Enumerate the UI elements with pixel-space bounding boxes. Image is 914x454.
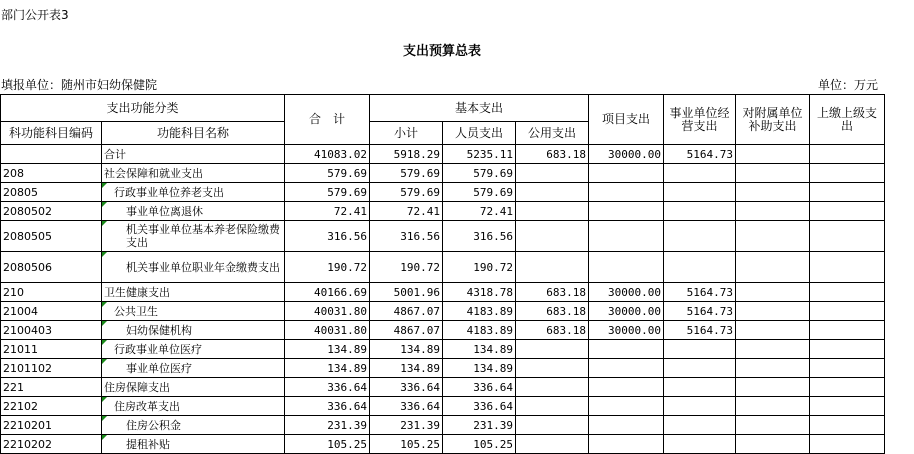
- cell-personnel: 579.69: [443, 164, 516, 183]
- cell-total: 316.56: [285, 221, 370, 252]
- cell-name: 住房改革支出: [102, 397, 285, 416]
- cell-name: 事业单位离退休: [102, 202, 285, 221]
- cell-code: 22102: [1, 397, 102, 416]
- currency-unit: 单位：万元: [818, 78, 879, 92]
- table-row: [1, 435, 885, 454]
- cell-code: [1, 145, 102, 164]
- cell-personnel: 316.56: [443, 221, 516, 252]
- cell-subsidy: [736, 183, 810, 202]
- cell-personnel: 134.89: [443, 359, 516, 378]
- cell-business: [664, 340, 736, 359]
- cell-project: [589, 221, 664, 252]
- cell-code: 2080505: [1, 221, 102, 252]
- cell-subtotal: 72.41: [370, 202, 443, 221]
- header-basic: 基本支出: [370, 95, 589, 122]
- cell-personnel: 336.64: [443, 397, 516, 416]
- cell-public: [516, 221, 589, 252]
- cell-project: [589, 359, 664, 378]
- cell-subsidy: [736, 435, 810, 454]
- cell-personnel: 579.69: [443, 183, 516, 202]
- cell-name: 住房保障支出: [102, 378, 285, 397]
- cell-subtotal: 190.72: [370, 252, 443, 283]
- cell-subsidy: [736, 397, 810, 416]
- cell-public: [516, 416, 589, 435]
- cell-upper: [810, 164, 885, 183]
- cell-public: [516, 164, 589, 183]
- cell-code: 2080502: [1, 202, 102, 221]
- cell-subtotal: 4867.07: [370, 321, 443, 340]
- cell-subtotal: 5001.96: [370, 283, 443, 302]
- cell-public: [516, 397, 589, 416]
- cell-upper: [810, 183, 885, 202]
- cell-code: 2101102: [1, 359, 102, 378]
- cell-business: [664, 435, 736, 454]
- cell-project: [589, 435, 664, 454]
- cell-total: 40166.69: [285, 283, 370, 302]
- cell-public: [516, 359, 589, 378]
- budget-table: [0, 94, 885, 454]
- cell-name: 行政事业单位养老支出: [102, 183, 285, 202]
- cell-code: 20805: [1, 183, 102, 202]
- cell-name: 卫生健康支出: [102, 283, 285, 302]
- cell-public: 683.18: [516, 283, 589, 302]
- header-subtotal: 小计: [370, 122, 443, 145]
- cell-business: 5164.73: [664, 321, 736, 340]
- cell-personnel: 4318.78: [443, 283, 516, 302]
- cell-subsidy: [736, 359, 810, 378]
- cell-business: [664, 202, 736, 221]
- cell-upper: [810, 321, 885, 340]
- cell-business: [664, 378, 736, 397]
- cell-code: 2210201: [1, 416, 102, 435]
- cell-upper: [810, 302, 885, 321]
- table-row: [1, 221, 885, 252]
- cell-name: 社会保障和就业支出: [102, 164, 285, 183]
- table-row: [1, 359, 885, 378]
- cell-total: 231.39: [285, 416, 370, 435]
- cell-public: 683.18: [516, 302, 589, 321]
- cell-total: 40031.80: [285, 321, 370, 340]
- table-row: [1, 340, 885, 359]
- cell-project: 30000.00: [589, 283, 664, 302]
- cell-personnel: 134.89: [443, 340, 516, 359]
- sheet-label: 部门公开表3: [1, 8, 69, 22]
- cell-total: 40031.80: [285, 302, 370, 321]
- cell-subsidy: [736, 283, 810, 302]
- cell-personnel: 105.25: [443, 435, 516, 454]
- cell-project: [589, 164, 664, 183]
- cell-subsidy: [736, 340, 810, 359]
- table-row: [1, 145, 885, 164]
- table-row: [1, 321, 885, 340]
- table-row: [1, 252, 885, 283]
- cell-business: [664, 183, 736, 202]
- cell-total: 190.72: [285, 252, 370, 283]
- cell-project: [589, 252, 664, 283]
- header-subsidy: 对附属单位补助支出: [736, 95, 810, 145]
- cell-subsidy: [736, 302, 810, 321]
- cell-total: 579.69: [285, 183, 370, 202]
- cell-upper: [810, 202, 885, 221]
- cell-subtotal: 336.64: [370, 378, 443, 397]
- cell-personnel: 4183.89: [443, 321, 516, 340]
- cell-subtotal: 4867.07: [370, 302, 443, 321]
- table-row: [1, 416, 885, 435]
- cell-personnel: 72.41: [443, 202, 516, 221]
- header-personnel: 人员支出: [443, 122, 516, 145]
- table-row: [1, 378, 885, 397]
- cell-name: 提租补贴: [102, 435, 285, 454]
- cell-upper: [810, 378, 885, 397]
- cell-public: [516, 202, 589, 221]
- cell-upper: [810, 221, 885, 252]
- cell-total: 579.69: [285, 164, 370, 183]
- cell-upper: [810, 416, 885, 435]
- header-total: 合 计: [285, 95, 370, 145]
- cell-subsidy: [736, 202, 810, 221]
- cell-name: 事业单位医疗: [102, 359, 285, 378]
- cell-code: 2080506: [1, 252, 102, 283]
- table-row: [1, 183, 885, 202]
- cell-subsidy: [736, 252, 810, 283]
- cell-project: [589, 416, 664, 435]
- cell-public: [516, 252, 589, 283]
- cell-business: [664, 221, 736, 252]
- cell-personnel: 190.72: [443, 252, 516, 283]
- cell-business: [664, 164, 736, 183]
- cell-subsidy: [736, 145, 810, 164]
- cell-subtotal: 316.56: [370, 221, 443, 252]
- header-upper: 上缴上级支出: [810, 95, 885, 145]
- cell-business: [664, 416, 736, 435]
- cell-public: [516, 183, 589, 202]
- cell-subtotal: 336.64: [370, 397, 443, 416]
- cell-personnel: 231.39: [443, 416, 516, 435]
- cell-personnel: 4183.89: [443, 302, 516, 321]
- cell-code: 2100403: [1, 321, 102, 340]
- table-body: [1, 145, 885, 454]
- cell-business: [664, 252, 736, 283]
- cell-upper: [810, 340, 885, 359]
- header-func-class: 支出功能分类: [1, 95, 285, 122]
- cell-project: 30000.00: [589, 321, 664, 340]
- cell-project: 30000.00: [589, 145, 664, 164]
- cell-code: 2210202: [1, 435, 102, 454]
- cell-subsidy: [736, 164, 810, 183]
- cell-name: 公共卫生: [102, 302, 285, 321]
- cell-project: [589, 183, 664, 202]
- cell-subtotal: 231.39: [370, 416, 443, 435]
- cell-subtotal: 5918.29: [370, 145, 443, 164]
- cell-project: [589, 397, 664, 416]
- cell-upper: [810, 145, 885, 164]
- cell-name: 机关事业单位基本养老保险缴费支出: [102, 221, 285, 252]
- cell-upper: [810, 252, 885, 283]
- cell-project: [589, 378, 664, 397]
- cell-code: 210: [1, 283, 102, 302]
- cell-public: 683.18: [516, 321, 589, 340]
- cell-subtotal: 579.69: [370, 183, 443, 202]
- cell-total: 105.25: [285, 435, 370, 454]
- cell-subsidy: [736, 321, 810, 340]
- cell-code: 21004: [1, 302, 102, 321]
- cell-business: 5164.73: [664, 283, 736, 302]
- table-row: [1, 302, 885, 321]
- cell-subsidy: [736, 221, 810, 252]
- cell-upper: [810, 397, 885, 416]
- cell-subtotal: 134.89: [370, 340, 443, 359]
- page-title: 支出预算总表: [402, 44, 481, 59]
- cell-total: 134.89: [285, 359, 370, 378]
- cell-public: [516, 435, 589, 454]
- cell-upper: [810, 435, 885, 454]
- cell-name: 行政事业单位医疗: [102, 340, 285, 359]
- cell-name: 住房公积金: [102, 416, 285, 435]
- header-project: 项目支出: [589, 95, 664, 145]
- cell-public: 683.18: [516, 145, 589, 164]
- cell-subsidy: [736, 416, 810, 435]
- table-row: [1, 397, 885, 416]
- cell-name: 妇幼保健机构: [102, 321, 285, 340]
- cell-business: [664, 359, 736, 378]
- cell-business: 5164.73: [664, 302, 736, 321]
- cell-public: [516, 378, 589, 397]
- cell-subtotal: 579.69: [370, 164, 443, 183]
- cell-upper: [810, 283, 885, 302]
- cell-name: 机关事业单位职业年金缴费支出: [102, 252, 285, 283]
- cell-total: 134.89: [285, 340, 370, 359]
- table-row: [1, 164, 885, 183]
- header-public: 公用支出: [516, 122, 589, 145]
- cell-code: 208: [1, 164, 102, 183]
- cell-code: 21011: [1, 340, 102, 359]
- cell-subsidy: [736, 378, 810, 397]
- cell-personnel: 336.64: [443, 378, 516, 397]
- table-row: [1, 202, 885, 221]
- header-func-code: 科功能科目编码: [1, 122, 102, 145]
- cell-personnel: 5235.11: [443, 145, 516, 164]
- cell-total: 41083.02: [285, 145, 370, 164]
- cell-name: 合计: [102, 145, 285, 164]
- cell-total: 336.64: [285, 378, 370, 397]
- cell-project: [589, 202, 664, 221]
- cell-subtotal: 105.25: [370, 435, 443, 454]
- cell-project: 30000.00: [589, 302, 664, 321]
- cell-business: [664, 397, 736, 416]
- cell-upper: [810, 359, 885, 378]
- table-row: [1, 283, 885, 302]
- header-func-name: 功能科目名称: [102, 122, 285, 145]
- cell-total: 72.41: [285, 202, 370, 221]
- cell-total: 336.64: [285, 397, 370, 416]
- cell-project: [589, 340, 664, 359]
- cell-public: [516, 340, 589, 359]
- cell-code: 221: [1, 378, 102, 397]
- cell-business: 5164.73: [664, 145, 736, 164]
- cell-subtotal: 134.89: [370, 359, 443, 378]
- header-business: 事业单位经营支出: [664, 95, 736, 145]
- filing-unit: 填报单位：随州市妇幼保健院: [1, 78, 158, 92]
